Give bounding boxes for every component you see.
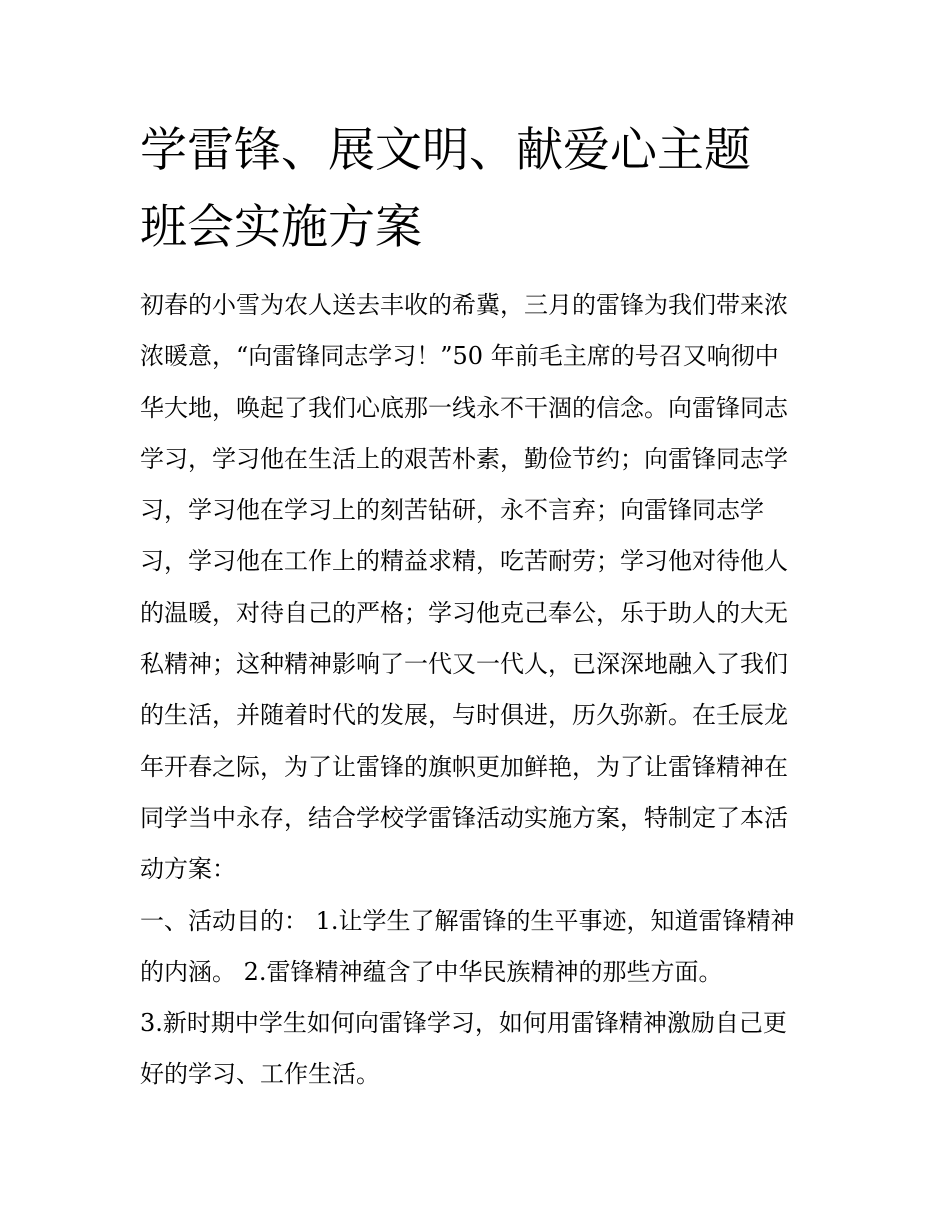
document-title [140,112,820,266]
document-body [140,280,820,1101]
body-line: 初春的小雪为农人送去丰收的希冀，三月的雷锋为我们带来浓 [140,291,788,319]
body-line: 的温暖，对待自己的严格；学习他克己奉公，乐于助人的大无 [140,598,788,627]
body-line: 浓暖意，“向雷锋同志学习！”50 年前毛主席的号召又响彻中 [140,342,779,371]
body-line: 动方案： [140,855,236,884]
body-line: 私精神；这种精神影响了一代又一代人，已深深地融入了我们 [140,650,788,679]
body-line: 好的学习、工作生活。 [140,1060,380,1089]
body-line: 华大地，唤起了我们心底那一线永不干涸的信念。向雷锋同志 [140,393,788,422]
body-line: 年开春之际，为了让雷锋的旗帜更加鲜艳，为了让雷锋精神在 [140,752,788,781]
body-line: 的内涵。 2.雷锋精神蕴含了中华民族精神的那些方面。 [140,957,723,986]
title-line-2: 班会实施方案 [140,200,422,255]
title-line-1: 学雷锋、展文明、献爱心主题 [140,123,751,178]
body-line: 学习，学习他在生活上的艰苦朴素，勤俭节约；向雷锋同志学 [140,444,788,473]
body-line: 的生活，并随着时代的发展，与时俱进，历久弥新。在壬辰龙 [140,701,788,730]
body-line: 习，学习他在工作上的精益求精，吃苦耐劳；学习他对待他人 [140,547,788,576]
body-line: 同学当中永存，结合学校学雷锋活动实施方案，特制定了本活 [140,803,788,832]
body-line: 习，学习他在学习上的刻苦钻研，永不言弃；向雷锋同志学 [140,496,764,525]
body-line: 3.新时期中学生如何向雷锋学习，如何用雷锋精神激励自己更 [140,1009,787,1038]
section-heading-line: 一、活动目的： 1.让学生了解雷锋的生平事迹，知道雷锋精神 [140,906,795,935]
